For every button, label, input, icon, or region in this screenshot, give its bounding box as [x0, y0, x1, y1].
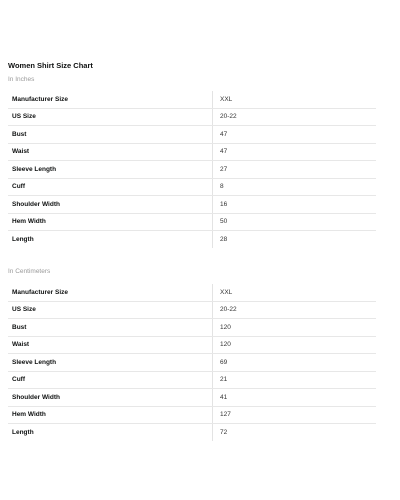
measurement-value: 41: [213, 389, 377, 407]
centimeters-size-table: [8, 284, 376, 441]
table-row: [8, 354, 376, 372]
measurement-label: Bust: [8, 126, 213, 144]
measurement-value: 72: [213, 424, 377, 441]
measurement-value: 120: [213, 336, 377, 354]
measurement-value: 20-22: [213, 108, 377, 126]
measurement-value: 16: [213, 196, 377, 214]
table-row: [8, 91, 376, 108]
measurement-label: Cuff: [8, 371, 213, 389]
measurement-value: 47: [213, 143, 377, 161]
measurement-value: 47: [213, 126, 377, 144]
measurement-label: Waist: [8, 143, 213, 161]
measurement-value: 27: [213, 161, 377, 179]
measurement-label: US Size: [8, 301, 213, 319]
measurement-label: Manufacturer Size: [8, 91, 213, 108]
table-row: [8, 213, 376, 231]
measurement-label: Length: [12, 428, 34, 436]
measurement-value: 8: [213, 178, 377, 196]
measurement-label: Shoulder Width: [8, 196, 213, 214]
measurement-value: 50: [213, 213, 377, 231]
measurement-value: 69: [213, 354, 377, 372]
inches-size-table: [8, 91, 376, 248]
table-row: [8, 319, 376, 337]
table-row: [8, 143, 376, 161]
measurement-value: 28: [213, 231, 377, 248]
table-row: [8, 301, 376, 319]
table-row: [8, 284, 376, 301]
measurement-label: Hem Width: [8, 406, 213, 424]
table-row: [8, 336, 376, 354]
measurement-label: Sleeve Length: [8, 354, 213, 372]
measurement-label: Shoulder Width: [8, 389, 213, 407]
table-row: [8, 196, 376, 214]
centimeters-section-subtitle: In Centimeters: [8, 268, 51, 275]
inches-section-subtitle: In Inches: [8, 76, 35, 83]
measurement-label: Manufacturer Size: [8, 284, 213, 301]
table-row: [8, 126, 376, 144]
measurement-value: XXL: [213, 284, 377, 301]
measurement-label: Sleeve Length: [8, 161, 213, 179]
measurement-label: Bust: [8, 319, 213, 337]
table-row: [8, 108, 376, 126]
measurement-label: Length: [12, 235, 34, 243]
table-row: [8, 231, 376, 248]
table-row: [8, 178, 376, 196]
measurement-value: 21: [213, 371, 377, 389]
measurement-value: 127: [213, 406, 377, 424]
measurement-value: 120: [213, 319, 377, 337]
measurement-label: Hem Width: [8, 213, 213, 231]
table-row: [8, 406, 376, 424]
table-row: [8, 371, 376, 389]
table-row: [8, 389, 376, 407]
table-row: [8, 424, 376, 441]
measurement-label: Cuff: [8, 178, 213, 196]
measurement-value: XXL: [213, 91, 377, 108]
measurement-label: US Size: [8, 108, 213, 126]
measurement-value: 20-22: [213, 301, 377, 319]
measurement-label: Waist: [8, 336, 213, 354]
table-row: [8, 161, 376, 179]
page-title: Women Shirt Size Chart: [8, 61, 93, 70]
